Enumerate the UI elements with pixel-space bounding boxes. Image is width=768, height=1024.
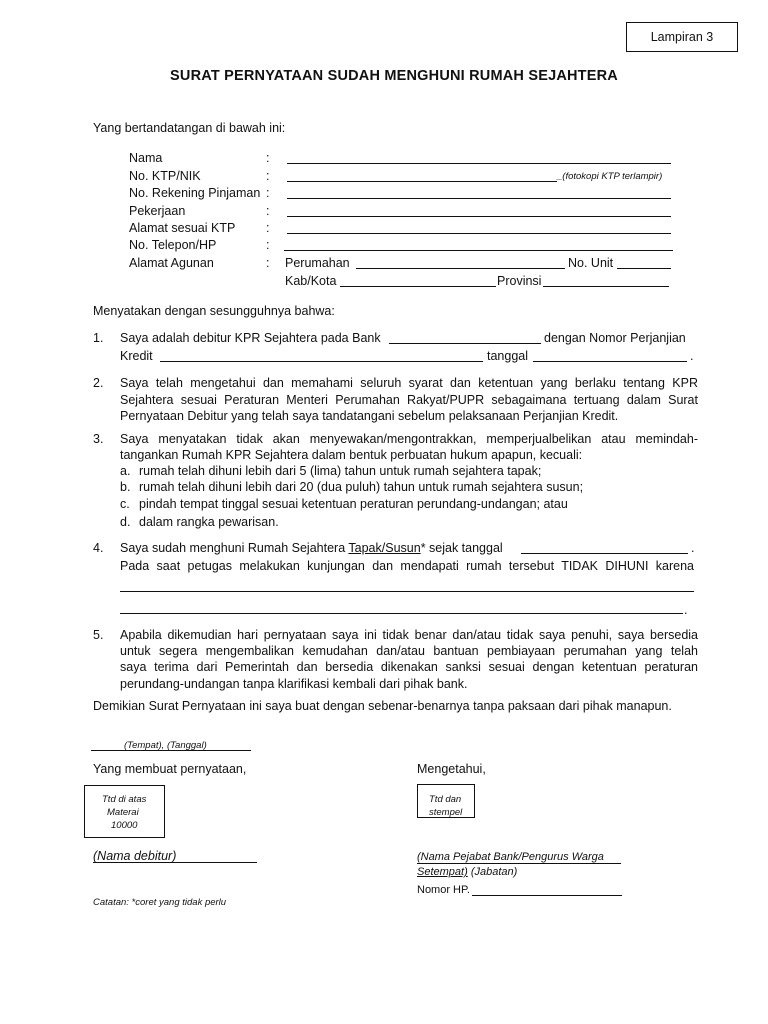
ktp-note: _(fotokopi KTP terlampir) bbox=[557, 171, 663, 182]
label-perumahan: Perumahan bbox=[285, 256, 350, 270]
item-text: Pada saat petugas melakukan kunjungan dan mendapati rumah tersebut TIDAK DIHUNI karena bbox=[120, 559, 694, 573]
item-text: Saya adalah debitur KPR Sejahtera pada Bank bbox=[120, 331, 381, 345]
alasan-field-1[interactable] bbox=[120, 591, 694, 592]
colon: : bbox=[266, 221, 270, 235]
colon: : bbox=[266, 151, 270, 165]
item-number: 3. bbox=[93, 432, 104, 446]
label-provinsi: Provinsi bbox=[497, 274, 542, 288]
sub-item-marker: c. bbox=[120, 497, 130, 511]
stamp-text: stempel bbox=[429, 806, 463, 818]
tanggal-huni-field[interactable] bbox=[521, 553, 688, 554]
document-title: SURAT PERNYATAAN SUDAH MENGHUNI RUMAH SEJAHTERA bbox=[170, 68, 618, 84]
alasan-field-2[interactable] bbox=[120, 613, 683, 614]
officer-name-label: (Nama Pejabat Bank/Pengurus Warga bbox=[417, 851, 604, 863]
kab-kota-field[interactable] bbox=[340, 286, 496, 287]
attachment-label: Lampiran 3 bbox=[650, 29, 714, 44]
label-rekening: No. Rekening Pinjaman bbox=[129, 186, 261, 200]
item-text: Apabila dikemudian hari pernyataan saya ini tidak benar dan/atau tidak saya penuhi, saya bersedia bbox=[120, 628, 698, 642]
materai-text: Ttd di atas bbox=[102, 794, 147, 805]
sub-item-marker: d. bbox=[120, 515, 131, 529]
item-text: . bbox=[684, 603, 688, 617]
label-telepon: No. Telepon/HP bbox=[129, 238, 217, 252]
item-text: Pernyataan Debitur yang telah saya tandatangani sebelum pelaksanaan Perjanjian Kredit. bbox=[120, 409, 619, 423]
item-number: 4. bbox=[93, 541, 104, 555]
phone-field[interactable] bbox=[472, 895, 622, 896]
sub-item-text: rumah telah dihuni lebih dari 20 (dua puluh) tahun untuk rumah sejahtera susun; bbox=[139, 480, 584, 494]
item-text: Saya sudah menghuni Rumah Sejahtera bbox=[120, 541, 346, 555]
label-pekerjaan: Pekerjaan bbox=[129, 204, 186, 218]
sub-item-text: rumah telah dihuni lebih dari 5 (lima) tahun untuk rumah sejahtera tapak; bbox=[139, 464, 542, 478]
sub-item-text: pindah tempat tinggal sesuai ketentuan peraturan perundang-undangan; atau bbox=[139, 497, 568, 511]
item-text: tanggal bbox=[487, 349, 529, 363]
item-number: 5. bbox=[93, 628, 104, 642]
item-text: Saya menyatakan tidak akan menyewakan/mengontrakkan, memperjualbelikan atau memindah- bbox=[120, 432, 698, 446]
label-nama: Nama bbox=[129, 151, 163, 165]
tapak-susun-option[interactable]: Tapak/Susun bbox=[348, 541, 421, 555]
item-text: perundang-undangan tanpa klarifikasi kembali dari pihak bank. bbox=[120, 677, 468, 691]
officer-name-underline bbox=[417, 863, 621, 864]
officer-title-line bbox=[417, 866, 517, 879]
attachment-label-box bbox=[626, 22, 738, 52]
provinsi-field[interactable] bbox=[543, 286, 669, 287]
rekening-field[interactable] bbox=[287, 198, 671, 199]
item-text: Kredit bbox=[120, 349, 153, 363]
colon: : bbox=[266, 204, 270, 218]
item-text: Sejahtera sesuai Peraturan Menteri Perumahan Rakyat/PUPR sebagaimana tertuang dalam Surat bbox=[120, 393, 698, 407]
materai-text: Materai bbox=[107, 806, 139, 818]
note-text: Catatan: *coret yang tidak perlu bbox=[93, 897, 227, 908]
pekerjaan-field[interactable] bbox=[287, 216, 671, 217]
nama-field[interactable] bbox=[287, 163, 671, 164]
item-text: * sejak tanggal bbox=[420, 541, 503, 555]
statement-intro: Menyatakan dengan sesungguhnya bahwa: bbox=[93, 304, 335, 318]
colon: : bbox=[266, 169, 270, 183]
sub-item-marker: a. bbox=[120, 464, 131, 478]
item-text: Saya telah mengetahui dan memahami seluruh syarat dan ketentuan yang berlaku tentang KPR bbox=[120, 376, 698, 390]
label-kab-kota: Kab/Kota bbox=[285, 274, 337, 288]
bank-field[interactable] bbox=[389, 343, 541, 344]
signer-right-label: Mengetahui, bbox=[417, 762, 486, 776]
item-text: . bbox=[690, 349, 694, 363]
place-date-hint: (Tempat), (Tanggal) bbox=[124, 740, 207, 751]
item-text: . bbox=[691, 541, 695, 555]
item-text: dengan Nomor Perjanjian bbox=[544, 331, 686, 345]
telepon-field[interactable] bbox=[284, 250, 673, 251]
label-agunan: Alamat Agunan bbox=[129, 256, 214, 270]
intro-text: Yang bertandatangan di bawah ini: bbox=[93, 121, 286, 135]
colon: : bbox=[266, 186, 270, 200]
officer-name-label: Setempat) bbox=[417, 866, 468, 878]
closing-text: Demikian Surat Pernyataan ini saya buat dengan sebenar-benarnya tanpa paksaan dari pihak manapun. bbox=[93, 699, 672, 713]
debtor-name-label: (Nama debitur) bbox=[93, 849, 177, 863]
item-number: 2. bbox=[93, 376, 104, 390]
item-text: tangankan Rumah KPR Sejahtera dalam bentuk perbuatan hukum apapun, kecuali: bbox=[120, 448, 583, 462]
signer-left-label: Yang membuat pernyataan, bbox=[93, 762, 247, 776]
ktp-field[interactable] bbox=[287, 181, 557, 182]
colon: : bbox=[266, 238, 270, 252]
nomor-perjanjian-field[interactable] bbox=[160, 361, 483, 362]
perumahan-field[interactable] bbox=[356, 268, 565, 269]
item-text bbox=[120, 541, 503, 556]
label-no-unit: No. Unit bbox=[568, 256, 614, 270]
sub-item-text: dalam rangka pewarisan. bbox=[139, 515, 279, 529]
sub-item-marker: b. bbox=[120, 480, 131, 494]
materai-text: 10000 bbox=[111, 819, 138, 831]
stamp-signature-box[interactable] bbox=[417, 784, 475, 818]
label-ktp: No. KTP/NIK bbox=[129, 169, 201, 183]
alamat-field[interactable] bbox=[287, 233, 671, 234]
colon: : bbox=[266, 256, 270, 270]
no-unit-field[interactable] bbox=[617, 268, 671, 269]
officer-position-label: (Jabatan) bbox=[470, 866, 518, 878]
stamp-text: Ttd dan bbox=[429, 794, 462, 805]
phone-label: Nomor HP. bbox=[417, 884, 470, 896]
tanggal-perjanjian-field[interactable] bbox=[533, 361, 687, 362]
materai-signature-box[interactable] bbox=[84, 785, 165, 838]
item-number: 1. bbox=[93, 331, 104, 345]
item-text: saya terima dari Pemerintah dan bersedia dikenakan sanksi sesuai dengan ketentuan peraturan bbox=[120, 660, 698, 674]
debtor-name-field[interactable] bbox=[93, 862, 257, 863]
item-text: untuk segera mengembalikan kemudahan dan/atau bantuan pembiayaan perumahan yang telah bbox=[120, 644, 698, 658]
label-alamat: Alamat sesuai KTP bbox=[129, 221, 236, 235]
